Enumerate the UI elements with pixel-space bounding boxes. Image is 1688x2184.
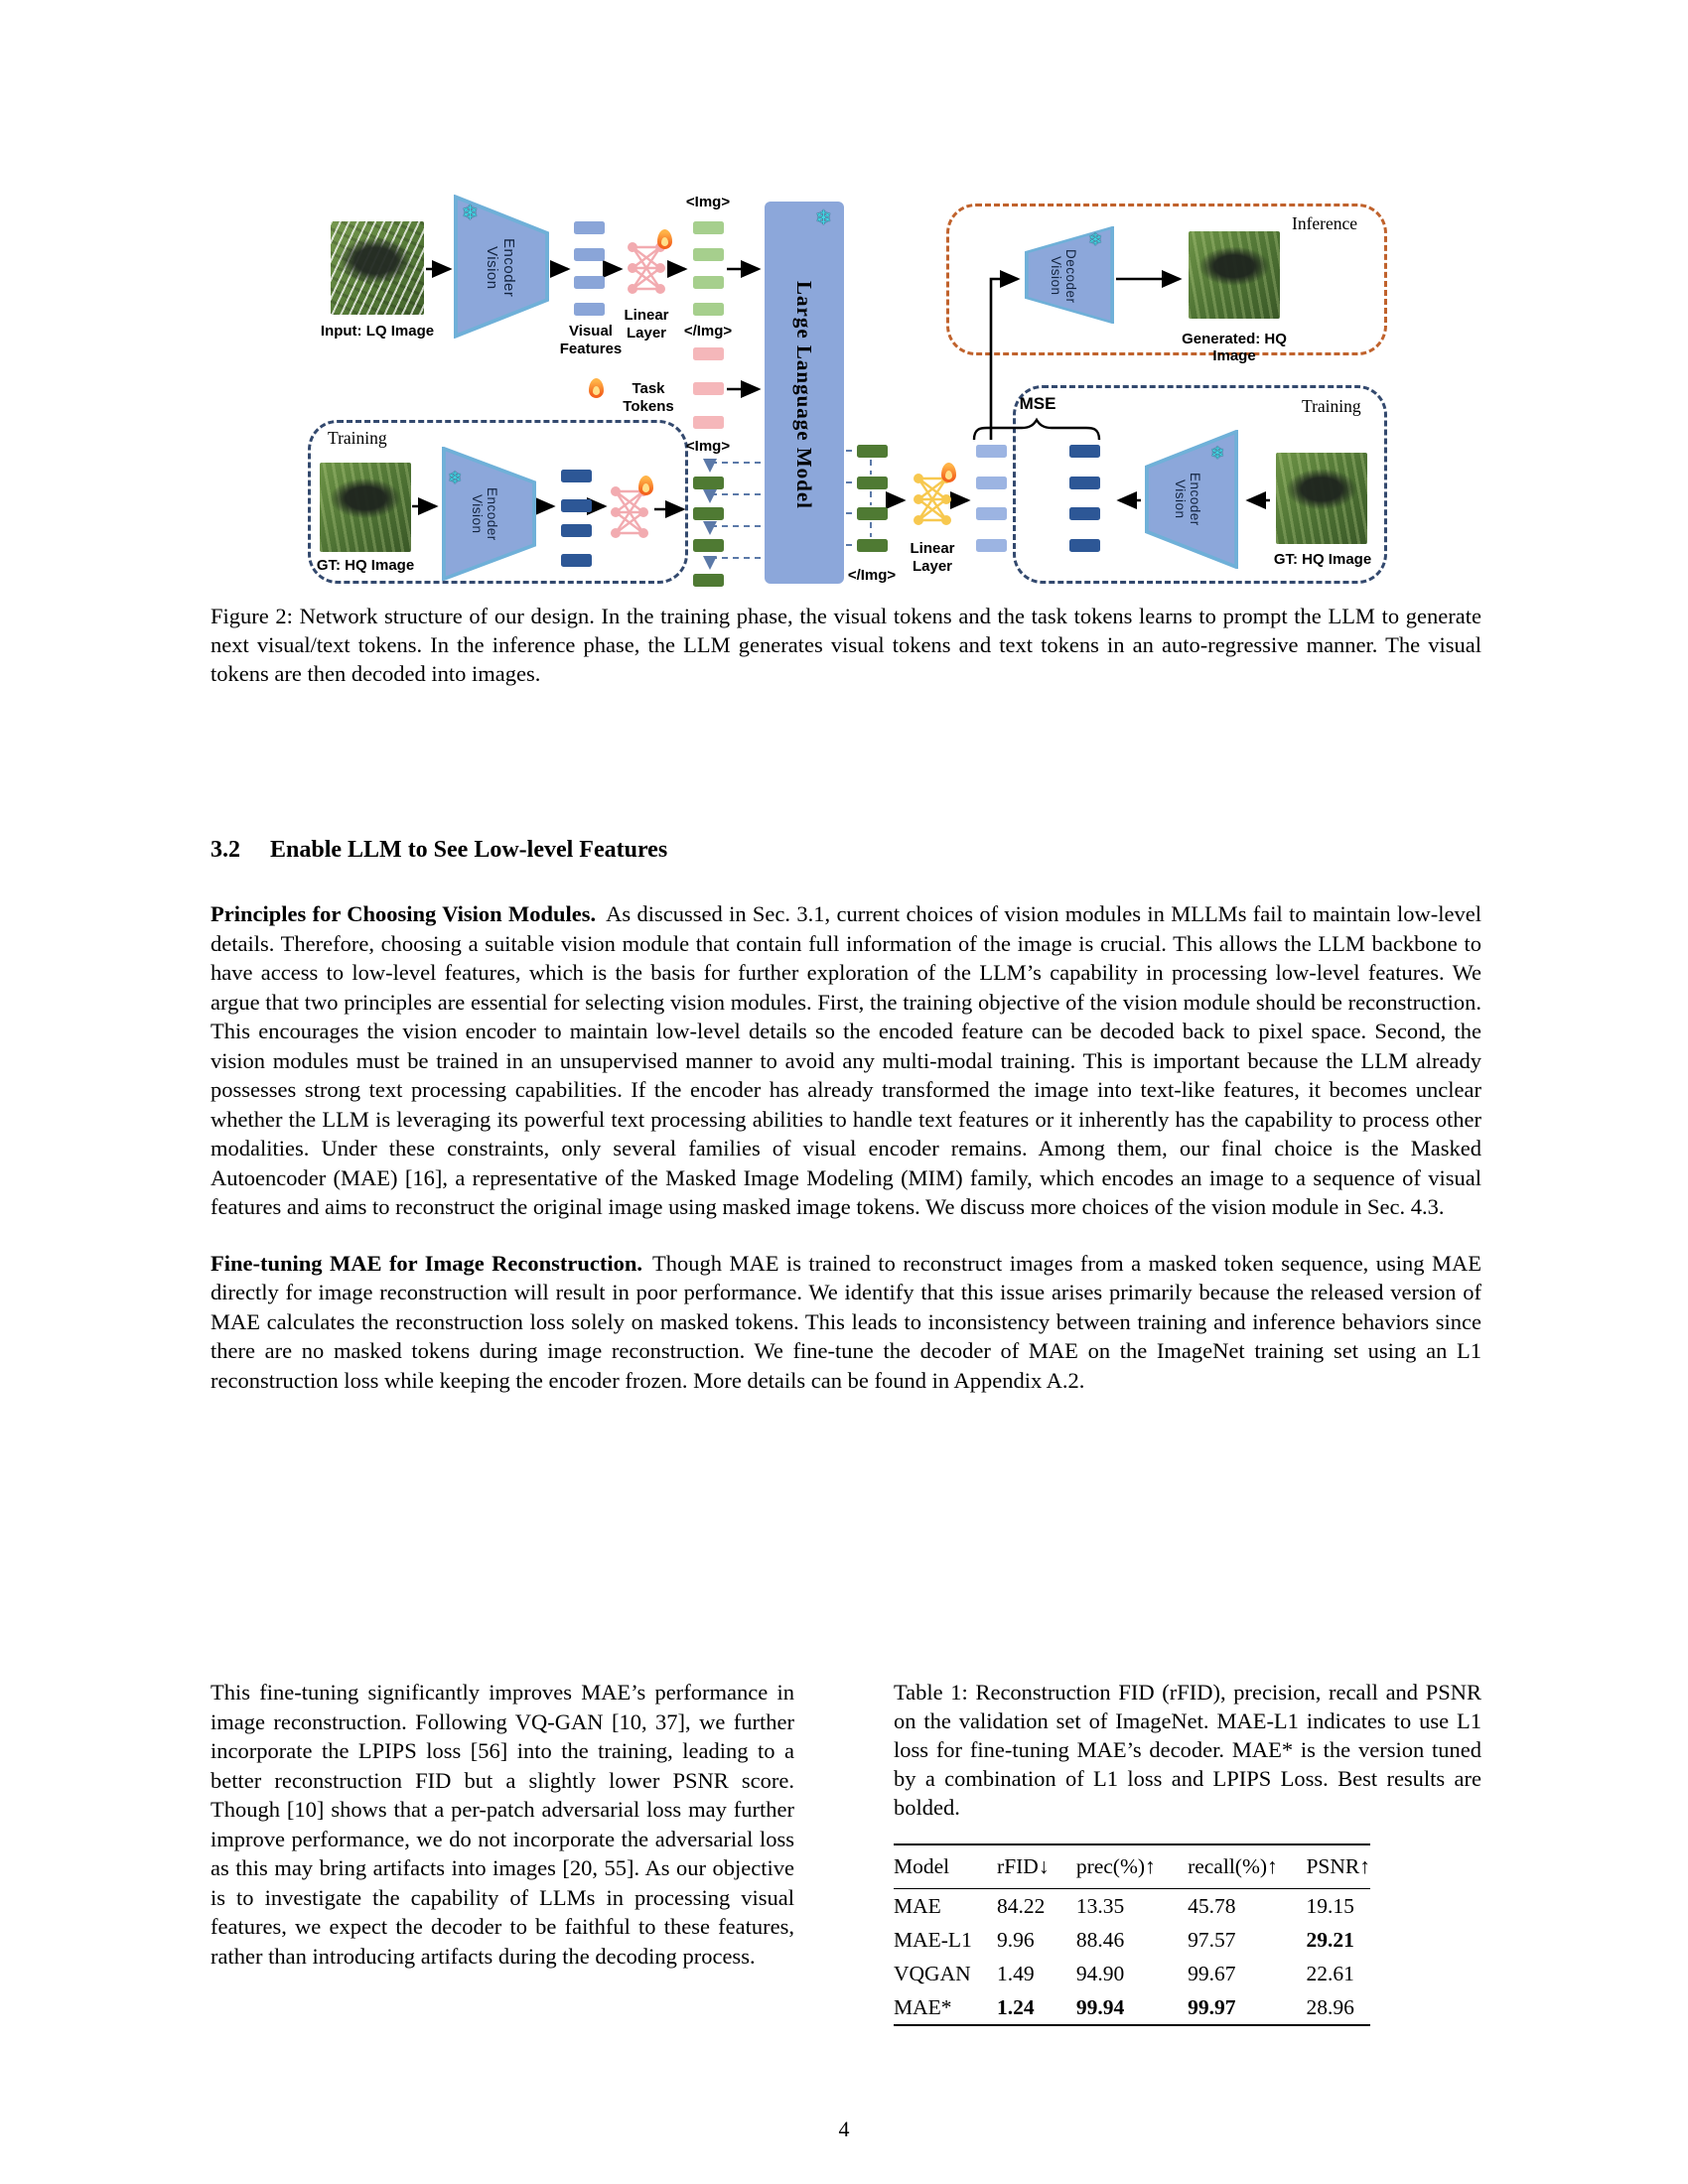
table-cell: 13.35 xyxy=(1075,1893,1125,1918)
table-cell: 99.67 xyxy=(1188,1961,1236,1985)
snowflake-icon: ❄ xyxy=(1210,444,1225,463)
target-visual-token xyxy=(1069,539,1100,552)
target-visual-token xyxy=(1069,477,1100,489)
vision-encoder-top-label: Vision Encoder xyxy=(484,238,517,298)
page-number: 4 xyxy=(838,2116,850,2141)
img-open-bottom-label: <Img> xyxy=(685,438,731,455)
flame-icon xyxy=(941,463,956,482)
img-close-bottom-label: </Img> xyxy=(847,567,897,584)
gt-hq-label-right: GT: HQ Image xyxy=(1273,551,1372,568)
table-row xyxy=(894,1923,1370,1957)
llm-input-token xyxy=(693,477,724,489)
vision-encoder-left-label: Vision Encoder xyxy=(470,487,499,541)
llm-input-token xyxy=(693,507,724,520)
figure-2-diagram xyxy=(213,132,1489,601)
section-heading xyxy=(211,837,1481,864)
table-cell: 99.97 xyxy=(1188,1994,1236,2019)
img-token xyxy=(693,221,724,234)
training-label-left: Training xyxy=(328,428,387,448)
input-lq-label: Input: LQ Image xyxy=(320,323,435,340)
table-column-header: recall(%)↑ xyxy=(1188,1844,1306,1889)
img-token xyxy=(693,276,724,289)
llm-output-token xyxy=(857,477,888,489)
paragraph-lead: Fine-tuning MAE for Image Reconstruction. xyxy=(211,1250,643,1276)
task-tokens-label: Task Tokens xyxy=(623,380,674,415)
table-cell: 1.49 xyxy=(997,1961,1035,1985)
paragraph-principles xyxy=(211,899,1481,1222)
table-cell: 28.96 xyxy=(1306,1994,1354,2019)
flame-icon xyxy=(638,476,653,495)
img-close-top-label: </Img> xyxy=(683,323,733,340)
llm-output-token xyxy=(857,507,888,520)
table-cell: 88.46 xyxy=(1075,1927,1125,1952)
section-number: 3.2 xyxy=(211,837,240,863)
right-column xyxy=(894,1678,1481,2026)
input-lq-image xyxy=(331,221,424,315)
generated-hq-label: Generated: HQ Image xyxy=(1182,331,1287,364)
task-token xyxy=(693,382,724,395)
generated-hq-image xyxy=(1189,231,1280,319)
table-header-row xyxy=(894,1844,1370,1889)
gt-visual-token xyxy=(561,499,592,512)
gt-hq-image-right xyxy=(1276,453,1367,544)
flame-icon xyxy=(589,378,604,398)
vision-encoder-right-label: Vision Encoder xyxy=(1173,473,1202,526)
table-cell: 45.78 xyxy=(1188,1893,1236,1918)
table-cell: 84.22 xyxy=(997,1893,1046,1918)
table-row xyxy=(894,1957,1370,1990)
table-row xyxy=(894,1990,1370,2025)
gt-hq-label-left: GT: HQ Image xyxy=(316,557,415,574)
table-cell: MAE-L1 xyxy=(894,1927,972,1952)
linear-layer-top-label: Linear Layer xyxy=(624,307,669,341)
paragraph-body: Though MAE is trained to reconstruct images from a masked token sequence, using MAE directly for image reconstruction will result in poor performance. We identify that this issue arises primarily because the released version of MAE calculates the reconstruction loss solely on masked tokens. This leads to inconsistency between training and inference behaviors since there are no masked tokens during image reconstruction. We fine-tune the decoder of MAE on the ImageNet training set using an L1 reconstruction loss while keeping the encoder frozen. More details can be found in Appendix A.2. xyxy=(211,1250,1481,1393)
task-token xyxy=(693,347,724,360)
visual-feature-token xyxy=(574,248,605,261)
vision-encoder-right xyxy=(1145,430,1238,569)
gt-visual-token xyxy=(561,554,592,567)
two-column-block xyxy=(211,1678,1481,2026)
linear-layer-bottom-label: Linear Layer xyxy=(910,540,955,575)
table-cell: 1.24 xyxy=(997,1994,1035,2019)
predicted-visual-token xyxy=(976,477,1007,489)
predicted-visual-token xyxy=(976,539,1007,552)
vision-decoder xyxy=(1025,226,1114,324)
figure-caption: Figure 2: Network structure of our design. In the training phase, the visual tokens and the task tokens learns to prompt the LLM to generate next visual/text tokens. In the inference phase, the LLM generates visual tokens and text tokens in an auto-regressive manner. The visual tokens are then decoded into images. xyxy=(211,604,1481,686)
task-token xyxy=(693,416,724,429)
table-column-header: rFID↓ xyxy=(997,1844,1076,1889)
predicted-visual-token xyxy=(976,507,1007,520)
visual-feature-token xyxy=(574,303,605,316)
vision-encoder-left xyxy=(442,447,536,581)
snowflake-icon: ❄ xyxy=(815,207,832,229)
body-text xyxy=(211,899,1481,1422)
snowflake-icon: ❄ xyxy=(462,203,479,224)
llm-input-token xyxy=(693,539,724,552)
vision-decoder-label: Vision Decoder xyxy=(1049,248,1078,304)
mse-label: MSE xyxy=(1019,394,1056,413)
snowflake-icon: ❄ xyxy=(1088,230,1103,249)
target-visual-token xyxy=(1069,507,1100,520)
training-label-right: Training xyxy=(1302,396,1361,416)
img-token xyxy=(693,248,724,261)
table-cell: MAE* xyxy=(894,1994,952,2019)
predicted-visual-token xyxy=(976,445,1007,458)
visual-feature-token xyxy=(574,221,605,234)
flame-icon xyxy=(657,229,672,249)
vision-encoder-top xyxy=(454,195,549,339)
table-cell: 97.57 xyxy=(1188,1927,1236,1952)
table-cell: 99.94 xyxy=(1075,1994,1125,2019)
table-cell: 19.15 xyxy=(1306,1893,1354,1918)
paragraph-body: As discussed in Sec. 3.1, current choices of vision modules in MLLMs fail to maintain low-level details. Therefore, choosing a suitable vision module that contain full information of the image is crucial. This allows the LLM backbone to have access to low-level features, which is the basis for further exploration of the LLM’s capability in processing low-level features. We argue that two principles are essential for selecting vision modules. First, the training objective of the vision module should be reconstruction. This encourages the vision encoder to maintain low-level details so the encoded feature can be decoded back to pixel space. Second, the vision modules must be trained in an unsupervised manner to avoid any multi-modal training. This is important because the LLM already possesses strong text processing capabilities. If the encoder has already transformed the image into text-like features, it becomes unclear whether the LLM is leveraging its powerful text processing abilities to handle text features or it inherently has the capability to process other modalities. Under these constraints, only several families of visual encoder remains. Among them, our final choice is the Masked Autoencoder (MAE) [16], a representative of the Masked Image Modeling (MIM) family, which encodes an image to a sequence of visual features and aims to reconstruct the original image using masked image tokens. We discuss more choices of the vision module in Sec. 4.3. xyxy=(211,901,1481,1219)
gt-visual-token xyxy=(561,524,592,537)
table-cell: VQGAN xyxy=(894,1961,971,1985)
table-cell: 22.61 xyxy=(1306,1961,1354,1985)
img-open-top-label: <Img> xyxy=(685,194,731,210)
section-title: Enable LLM to See Low-level Features xyxy=(270,837,668,863)
visual-feature-token xyxy=(574,276,605,289)
table-caption: Table 1: Reconstruction FID (rFID), precision, recall and PSNR on the validation set of ImageNet. MAE-L1 indicates to use L1 loss for fine-tuning MAE’s decoder. MAE* is the version tuned by a combination of L1 loss and LPIPS Loss. Best results are bolded. xyxy=(894,1680,1481,1820)
gt-visual-token xyxy=(561,470,592,482)
results-table xyxy=(894,1843,1370,2026)
llm-output-token xyxy=(857,445,888,458)
img-token xyxy=(693,303,724,316)
paragraph-finetuning xyxy=(211,1249,1481,1396)
inference-label: Inference xyxy=(1292,213,1358,233)
table-column-header: prec(%)↑ xyxy=(1076,1844,1188,1889)
paragraph-lead: Principles for Choosing Vision Modules. xyxy=(211,901,597,926)
llm-label: Large Language Model xyxy=(792,281,816,509)
snowflake-icon: ❄ xyxy=(448,469,463,487)
table-column-header: PSNR↑ xyxy=(1306,1844,1370,1889)
table-cell: 9.96 xyxy=(997,1927,1035,1952)
gt-hq-image-left xyxy=(320,463,411,552)
table-cell: 29.21 xyxy=(1306,1927,1354,1952)
table-cell: MAE xyxy=(894,1893,941,1918)
table-column-header: Model xyxy=(894,1844,997,1889)
visual-features-label: Visual Features xyxy=(559,323,623,357)
left-column-text: This fine-tuning significantly improves MAE’s performance in image reconstruction. Following VQ-GAN [10, 37], we further incorporate the LPIPS loss [56] into the training, leading to a better reconstruction FID but a slightly lower PSNR score. Though [10] shows that a per-patch adversarial loss may further improve performance, we do not incorporate the adversarial loss as this may bring artifacts into images [20, 55]. As our objective is to investigate the capability of LLMs in processing visual features, we expect the decoder to be faithful to these features, rather than introducing artifacts during the decoding process. xyxy=(211,1680,794,1969)
table-cell: 94.90 xyxy=(1075,1961,1125,1985)
table-row xyxy=(894,1889,1370,1924)
target-visual-token xyxy=(1069,445,1100,458)
llm-output-token xyxy=(857,539,888,552)
llm-input-token xyxy=(693,574,724,587)
